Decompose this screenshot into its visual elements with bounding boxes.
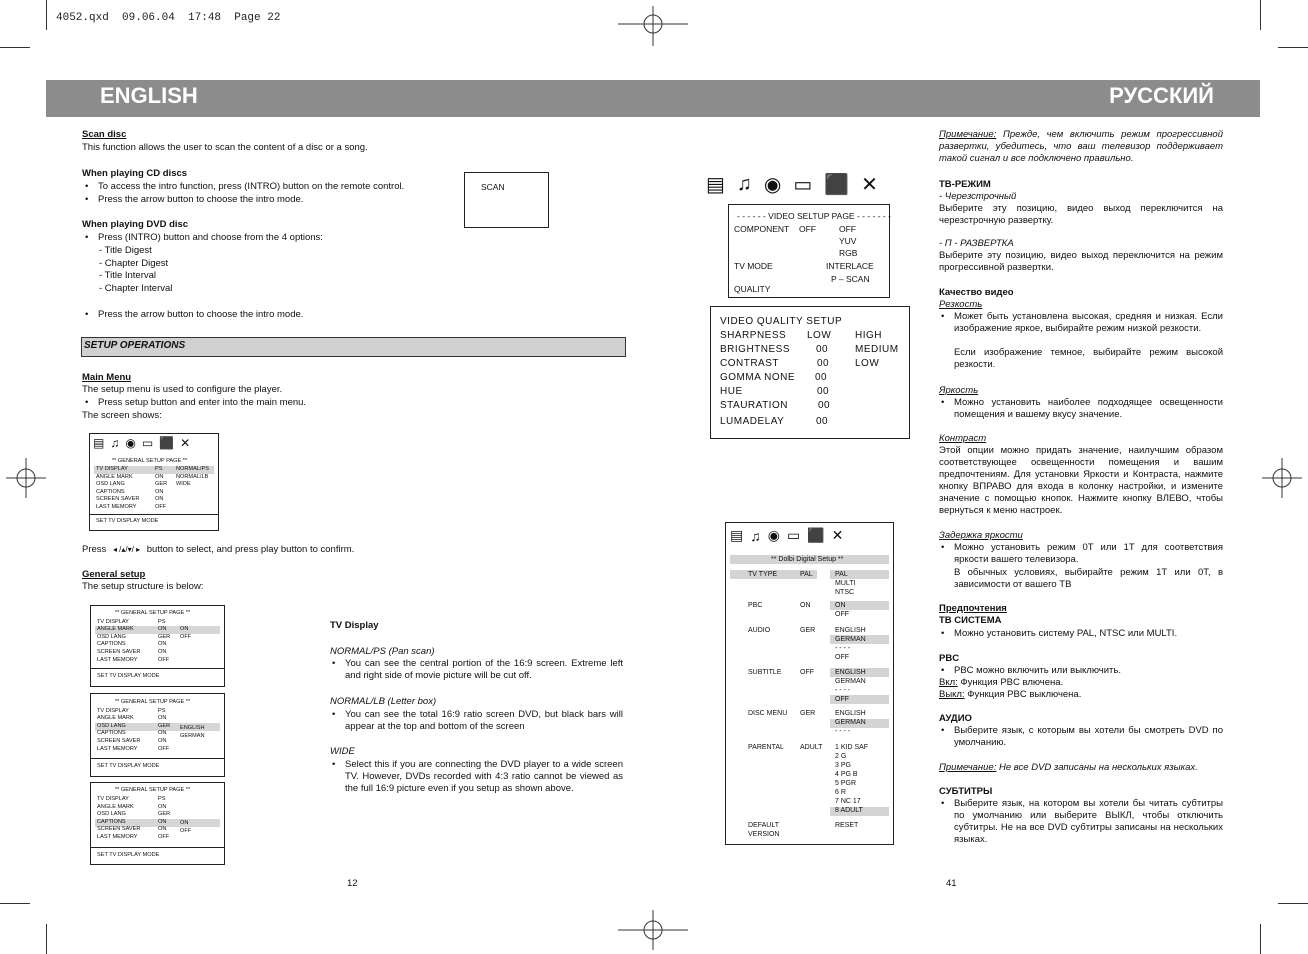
osd-option: NORMAL/LB — [176, 473, 209, 480]
ru-interlace-text: Выберите эту позицию, видео выход переключится на черезстрочную развертку. — [939, 203, 1223, 226]
osd-label: SCREEN SAVER — [97, 648, 141, 655]
osd-option: MULTI — [835, 580, 856, 587]
osd-label: ANGLE MARK — [96, 473, 133, 480]
setup-operations-title: SETUP OPERATIONS — [84, 340, 186, 351]
osd-label: STAURATION — [720, 400, 788, 411]
audio-icon: ♫ — [736, 173, 752, 195]
osd-option: MEDIUM — [855, 344, 899, 355]
osd-label: TV MODE — [734, 261, 773, 271]
osd-label: OSD LANG — [97, 722, 126, 729]
osd-option: OFF — [839, 224, 856, 234]
scan-disc-text: This function allows the user to scan the content of a disc or a song. — [82, 142, 368, 153]
osd-option: 1 KID SAF — [835, 744, 869, 751]
osd-value: ON — [158, 803, 167, 810]
osd-option: OFF — [835, 611, 849, 618]
osd-label: HUE — [720, 386, 743, 397]
cd-bullet: • To access the intro function, press (INTRO) button on the remote control. — [98, 181, 404, 194]
banner-english: ENGLISH — [100, 83, 198, 108]
crop-mark — [1260, 0, 1261, 30]
osd-label: LAST MEMORY — [97, 656, 138, 663]
disc-icon: ◉ — [767, 527, 780, 543]
osd-label: COMPONENT — [734, 224, 790, 234]
osd-option: RGB — [839, 248, 858, 258]
osd-value: OFF — [155, 504, 167, 510]
exit-icon: ✕ — [180, 436, 191, 450]
registration-mark-icon — [1262, 458, 1302, 498]
osd-label: SCREEN SAVER — [97, 737, 141, 744]
osd-value: ON — [158, 730, 167, 737]
osd-value: 00 — [818, 400, 831, 411]
ru-pref-title: Предпочтения — [939, 603, 1007, 614]
dvd-option: - Chapter Interval — [99, 283, 173, 294]
osd-value: ON — [800, 602, 811, 609]
osd-label: DISC MENU — [748, 710, 788, 717]
osd-label: LAST MEMORY — [97, 834, 138, 840]
osd-value: OFF — [800, 669, 814, 676]
osd-value: OFF — [158, 834, 170, 840]
osd-label: SCREEN SAVER — [96, 496, 140, 503]
video-setup-osd — [728, 204, 890, 298]
osd-option: ON — [835, 602, 846, 609]
crop-mark — [1278, 47, 1308, 48]
osd-value: 00 — [816, 344, 829, 355]
general-setup-osd-angle — [90, 605, 225, 687]
osd-value: OFF — [158, 656, 170, 663]
osd-option: OFF — [180, 827, 192, 834]
lock-icon: ⬛ — [824, 174, 850, 196]
osd-option: HIGH — [855, 330, 882, 341]
osd-label: DEFAULT — [748, 822, 779, 829]
osd-value: PS — [158, 707, 166, 714]
banner-russian: РУССКИЙ — [1109, 83, 1214, 108]
osd-value: ON — [158, 641, 167, 648]
exit-icon: ✕ — [831, 527, 844, 543]
osd-footer: SET TV DISPLAY MODE — [97, 852, 160, 858]
setup-operations-bar — [81, 337, 626, 357]
main-menu-osd — [89, 433, 219, 531]
osd-value: GER — [155, 481, 168, 488]
ru-quality-title: Качество видео — [939, 287, 1014, 298]
osd-value: PS — [155, 466, 163, 472]
osd-option: 4 PG B — [835, 771, 858, 778]
dvd-option: - Title Digest — [99, 245, 152, 256]
ru-tvsys-text: • Можно установить систему PAL, NTSC или MULTI. — [954, 628, 1177, 641]
osd-value: ON — [155, 496, 164, 503]
osd-header: ** GENERAL SETUP PAGE ** — [115, 610, 191, 616]
crop-mark — [0, 903, 30, 904]
video-quality-osd — [710, 306, 910, 439]
cd-title: When playing CD discs — [82, 168, 188, 179]
setup-doc-icon: ▤ — [730, 527, 744, 543]
ru-subs-text: • Выберите язык, на котором вы хотели бы читать субтитры по умолчанию или выберите ВЫКЛ, чтобы отключить субтитры. Не на все DVD субтитры записаны на нескольких языках. — [954, 798, 1223, 846]
crop-mark — [46, 0, 47, 30]
ru-audio-text: • Выберите язык, с которым вы хотели бы смотреть DVD по умолчанию. — [954, 725, 1223, 749]
dvd-title: When playing DVD disc — [82, 219, 189, 230]
osd-option: 2 G — [835, 753, 847, 760]
tv-display-desc: • You can see the total 16:9 ratio screen DVD, but black bars will appear at the top and bottom of the screen — [345, 709, 623, 733]
osd-value: GER — [800, 627, 816, 634]
osd-value: ON — [158, 648, 167, 655]
general-setup-title: General setup — [82, 569, 146, 580]
ru-contrast-title: Контраст — [939, 433, 987, 444]
ru-pscan-text: Выберите эту позицию, видео выход переключится на режим прогрессивной развертки. — [939, 250, 1223, 273]
osd-option: PAL — [835, 571, 848, 578]
osd-value: 00 — [817, 386, 830, 397]
osd-footer: SET TV DISPLAY MODE — [97, 763, 160, 769]
language-banner — [46, 80, 1260, 117]
tv-display-mode: NORMAL/LB (Letter box) — [330, 696, 437, 707]
osd-option: WIDE — [176, 481, 191, 488]
osd-value: OFF — [158, 745, 170, 752]
page-number-right: 41 — [946, 878, 957, 889]
ru-pbc-on: Вкл: Функция PBC влючена. — [939, 677, 1064, 688]
osd-value: ON — [158, 826, 167, 833]
osd-header: - - - - - - VIDEO SELTUP PAGE - - - - - - - — [737, 211, 891, 221]
osd-divider — [90, 514, 218, 515]
crop-mark — [1260, 924, 1261, 954]
osd-option: OFF — [835, 696, 849, 703]
osd-label: OSD LANG — [97, 633, 126, 640]
osd-value: GER — [158, 633, 171, 640]
osd-header: ** GENERAL SETUP PAGE ** — [115, 699, 191, 705]
osd-value: GER — [800, 710, 816, 717]
ru-note: Примечание: Прежде, чем включить режим прогрессивной развертки, убедитесь, что ваш телевизор поддерживает такой сигнал и все подключено правильно. — [939, 129, 1223, 164]
audio-icon: ♫ — [110, 436, 120, 450]
osd-label: TV TYPE — [748, 571, 778, 578]
ru-audio-title: АУДИО — [939, 713, 972, 724]
osd-footer: SET TV DISPLAY MODE — [97, 673, 160, 679]
osd-option: YUV — [839, 236, 857, 246]
page-number-left: 12 — [347, 878, 358, 889]
osd-option: 5 PGR — [835, 780, 857, 787]
osd-option: RESET — [835, 822, 859, 829]
osd-label: ANGLE MARK — [97, 626, 134, 633]
tv-display-desc: • Select this if you are connecting the DVD player to a wide screen TV. However, DVDs recorded with 4:3 ratio cannot be viewed as the full 16:9 picture even if you setup as shown above. — [345, 759, 623, 795]
general-setup-osd-captions — [90, 782, 225, 865]
osd-footer: SET TV DISPLAY MODE — [96, 518, 159, 524]
osd-label: CAPTIONS — [97, 641, 126, 648]
ru-luma-title: Задержка яркости — [939, 530, 1023, 541]
general-setup-osd-lang — [90, 693, 225, 777]
osd-label: SCREEN SAVER — [97, 826, 141, 833]
ru-pbc-title: PBC — [939, 653, 960, 664]
print-slug: 4052.qxd 09.06.04 17:48 Page 22 — [56, 12, 281, 24]
osd-value: 00 — [816, 416, 829, 427]
setup-doc-icon: ▤ — [93, 436, 105, 450]
lock-icon: ⬛ — [159, 436, 175, 450]
osd-label: SUBTITLE — [748, 669, 782, 676]
osd-label: LUMADELAY — [720, 416, 785, 427]
osd-option: ENGLISH — [835, 710, 866, 717]
osd-value: PS — [158, 618, 166, 625]
video-icon: ▭ — [793, 174, 813, 196]
osd-option: GERMAN — [835, 636, 866, 643]
osd-option: GERMAN — [180, 732, 205, 739]
osd-value: PAL — [800, 571, 813, 578]
osd-option: NTSC — [835, 589, 855, 596]
scan-osd-box — [464, 172, 549, 228]
ru-contrast-text: Этой опции можно придать значение, наилучшим образом соответствующее освещенности помещения и вашим предпочтениям. Для установки Яркости и Контраста, нажмите кнопку ВПРАВО для входа в колонку настройки, и измените значение с помощью кнопок. Нажмите кнопку ВЛЕВО, чтобы вернуться к меню настроек. — [939, 445, 1223, 516]
osd-value: ON — [158, 818, 167, 825]
osd-icon-row — [730, 527, 843, 544]
osd-option: 7 NC 17 — [835, 798, 861, 805]
ru-luma-text: • Можно установить режим 0Т или 1Т для соответствия яркости вашего телевизора. — [954, 542, 1223, 566]
dvd-option: - Chapter Digest — [99, 258, 169, 269]
osd-label: OSD LANG — [97, 811, 126, 818]
osd-label: TV DISPLAY — [97, 618, 129, 625]
osd-label: ANGLE MARK — [97, 715, 134, 722]
osd-divider — [91, 668, 224, 669]
cd-bullet: • Press the arrow button to choose the intro mode. — [98, 194, 303, 207]
scan-osd-label: SCAN — [481, 182, 505, 192]
osd-label: TV DISPLAY — [97, 707, 129, 714]
main-menu-screen-text: The screen shows: — [82, 410, 162, 421]
ru-interlace-title: - Черезстрочный — [939, 191, 1017, 202]
ru-bright-text: • Можно установить наиболее подходящее освещенности помещения и вашему вкусу значение. — [954, 397, 1223, 421]
osd-option: P – SCAN — [831, 274, 870, 284]
dolby-setup-osd — [725, 522, 894, 845]
osd-option: ON — [180, 626, 189, 633]
dvd-bullet: • Press (INTRO) button and choose from the 4 options: — [98, 232, 323, 245]
osd-value: ON — [158, 626, 167, 633]
osd-value: GER — [158, 811, 171, 818]
osd-divider — [91, 758, 224, 759]
dvd-bullet: • Press the arrow button to choose the intro mode. — [98, 309, 303, 322]
osd-value: ON — [158, 737, 167, 744]
ru-pbc-off: Выкл: Функция PBC выключена. — [939, 689, 1082, 700]
osd-option: INTERLACE — [826, 261, 874, 271]
dvd-option: - Title Interval — [99, 270, 157, 281]
registration-mark-icon — [6, 458, 46, 498]
osd-option: - - - - — [835, 687, 851, 694]
lock-icon: ⬛ — [807, 527, 825, 543]
osd-option: LOW — [855, 358, 880, 369]
crop-mark — [0, 47, 30, 48]
osd-header: ** Dolbi Digital Setup ** — [771, 556, 844, 563]
osd-label: CONTRAST — [720, 358, 779, 369]
osd-value: ON — [155, 473, 164, 480]
osd-icon-row — [93, 436, 190, 450]
ru-sharp-text: • Может быть установлена высокая, средняя и низкая. Если изображение яркое, выбирайте режим низкой резкости. — [954, 311, 1223, 335]
registration-mark-icon — [618, 910, 688, 950]
osd-option: ENGLISH — [180, 725, 205, 731]
osd-option: - - - - — [835, 645, 851, 652]
press-text: Press ◂ /▴/▾/ ▸ button to select, and press play button to confirm. — [82, 544, 355, 555]
osd-label: LAST MEMORY — [96, 504, 137, 510]
main-menu-bullet: • Press setup button and enter into the main menu. — [98, 397, 306, 410]
osd-value: LOW — [807, 330, 832, 341]
ru-pbc-text: • PBC можно включить или выключить. — [954, 665, 1121, 678]
osd-label: PBC — [748, 602, 763, 609]
osd-label: VERSION — [748, 831, 780, 838]
main-menu-title: Main Menu — [82, 372, 132, 383]
disc-icon: ◉ — [125, 436, 136, 450]
osd-value: ADULT — [800, 744, 823, 751]
osd-label: TV DISPLAY — [97, 796, 129, 802]
osd-label: CAPTIONS — [96, 488, 125, 495]
audio-icon: ♫ — [750, 527, 761, 544]
osd-label: GOMMA NONE — [720, 372, 796, 383]
ru-bright-title: Яркость — [939, 385, 979, 396]
osd-option: GERMAN — [835, 678, 866, 685]
osd-icon-row — [706, 172, 878, 197]
tv-display-mode: WIDE — [330, 746, 355, 757]
crop-mark — [46, 924, 47, 954]
ru-pscan-title: - П - РАЗВЕРТКА — [939, 238, 1014, 249]
osd-option: OFF — [180, 633, 192, 640]
osd-option: 3 PG — [835, 762, 851, 769]
osd-value: 00 — [815, 372, 828, 383]
osd-label: OSD LANG — [96, 481, 125, 488]
osd-option: OFF — [835, 654, 849, 661]
osd-option: GERMAN — [835, 719, 866, 726]
osd-label: CAPTIONS — [97, 818, 126, 825]
registration-mark-icon — [618, 6, 688, 46]
osd-option: ENGLISH — [835, 669, 866, 676]
ru-note2: Примечание: Не все DVD записаны на нескольких языках. — [939, 762, 1198, 773]
osd-option: - - - - — [835, 728, 851, 735]
general-setup-text: The setup structure is below: — [82, 581, 204, 592]
osd-option: ON — [180, 820, 189, 826]
osd-value: PS — [158, 796, 166, 802]
video-icon: ▭ — [141, 436, 154, 450]
osd-label: LAST MEMORY — [97, 745, 138, 752]
exit-icon: ✕ — [861, 174, 878, 196]
tv-display-title: TV Display — [330, 620, 379, 631]
tv-display-mode: NORMAL/PS (Pan scan) — [330, 646, 435, 657]
setup-doc-icon: ▤ — [706, 174, 725, 196]
osd-label: SHARPNESS — [720, 330, 787, 341]
osd-header: ** GENERAL SETUP PAGE ** — [115, 787, 191, 793]
osd-label: AUDIO — [748, 627, 771, 634]
osd-value: ON — [155, 488, 164, 495]
ru-tvsys-title: ТВ СИСТЕМА — [939, 615, 1002, 626]
scan-disc-title: Scan disc — [82, 129, 127, 140]
osd-option: 6 R — [835, 789, 846, 796]
osd-label: ANGLE MARK — [97, 803, 134, 810]
ru-tv-mode-title: ТВ-РЕЖИМ — [939, 179, 991, 190]
osd-option: NORMAL/PS — [176, 466, 209, 472]
arrow-keys-icon: ◂ /▴/▾/ ▸ — [112, 545, 141, 554]
osd-option: 8 ADULT — [835, 807, 863, 814]
video-icon: ▭ — [786, 527, 801, 543]
osd-header: ** GENERAL SETUP PAGE ** — [112, 458, 188, 464]
osd-label: CAPTIONS — [97, 730, 126, 737]
tv-display-desc: • You can see the central portion of the 16:9 screen. Extreme left and right side of movie picture will be cut off. — [345, 658, 623, 682]
osd-label: TV DISPLAY — [96, 466, 128, 472]
osd-value: 00 — [817, 358, 830, 369]
disc-icon: ◉ — [763, 174, 782, 196]
osd-value: OFF — [799, 224, 816, 234]
crop-mark — [1278, 903, 1308, 904]
osd-label: PARENTAL — [748, 744, 784, 751]
main-menu-text: The setup menu is used to configure the player. — [82, 384, 283, 395]
osd-value: ON — [158, 715, 167, 722]
osd-option: ENGLISH — [835, 627, 866, 634]
ru-subs-title: СУБТИТРЫ — [939, 786, 993, 797]
osd-header: VIDEO QUALITY SETUP — [720, 316, 843, 327]
osd-label: QUALITY — [734, 284, 771, 294]
ru-sharp-text2: Если изображение темное, выбирайте режим высокой резкости. — [954, 347, 1223, 370]
ru-luma-text2: В обычных условиях, выбирайте режим 1Т или 0Т, в зависимости от вашего ТВ — [954, 567, 1223, 590]
ru-sharp-title: Резкость — [939, 299, 983, 310]
osd-divider — [91, 847, 224, 848]
osd-value: GER — [158, 722, 171, 729]
osd-label: BRIGHTNESS — [720, 344, 791, 355]
